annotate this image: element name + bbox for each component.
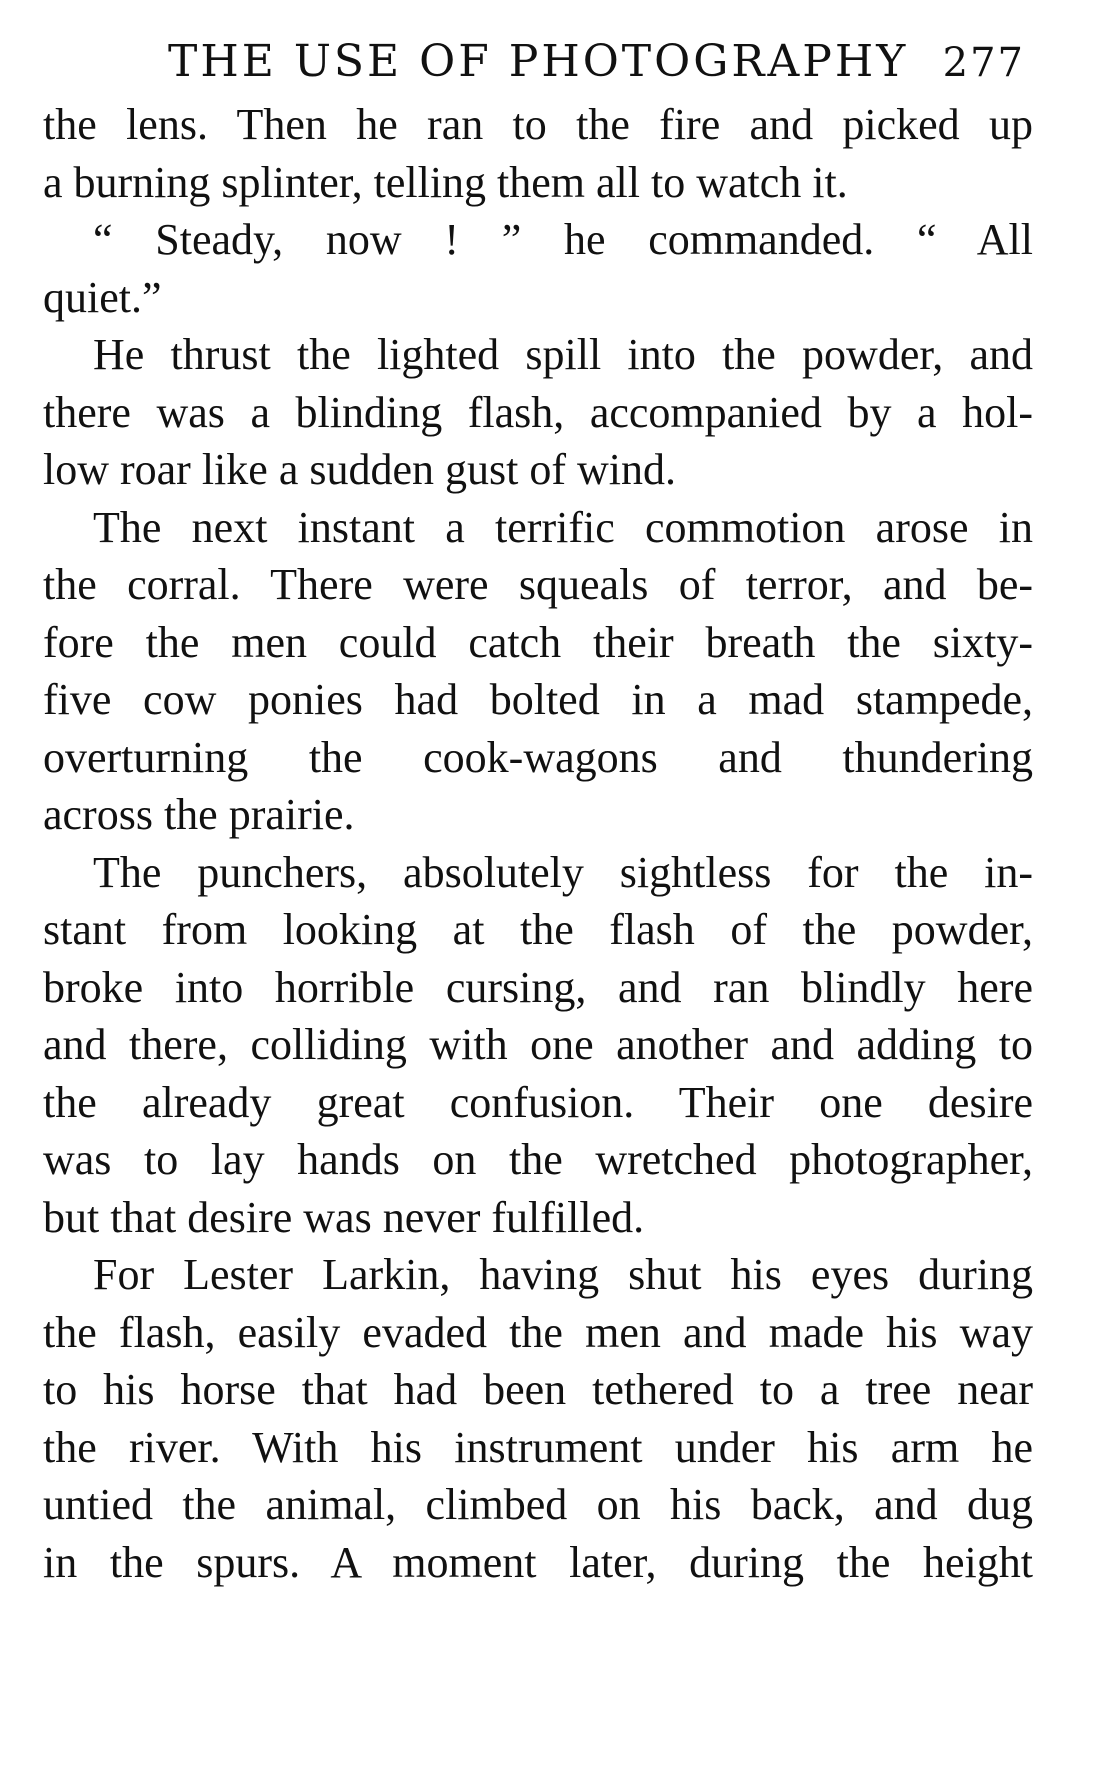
- text-line: quiet.”: [43, 272, 162, 322]
- text-line: five cow ponies had bolted in a mad stampede,: [43, 675, 1033, 724]
- text-line: overturning the cook-wagons and thundering: [43, 732, 1033, 782]
- page-number: 277: [942, 40, 1025, 86]
- text-line: across the prairie.: [43, 790, 355, 839]
- text-line: fore the men could catch their breath the sixty-: [43, 617, 1033, 667]
- paragraph: [43, 211, 1033, 326]
- text-line: The next instant a terrific commotion arose in: [93, 502, 1033, 552]
- text-line: “ Steady, now ! ” he commanded. “ All: [93, 215, 1033, 264]
- text-line: broke into horrible cursing, and ran blindly here: [43, 962, 1033, 1012]
- paragraph: [43, 499, 1033, 844]
- text-line: He thrust the lighted spill into the powder, and: [93, 330, 1033, 379]
- text-line: the already great confusion. Their one desire: [43, 1077, 1033, 1127]
- text-line: a burning splinter, telling them all to watch it.: [43, 157, 848, 207]
- text-line: in the spurs. A moment later, during the height: [43, 1537, 1033, 1587]
- text-line: to his horse that had been tethered to a tree near: [43, 1365, 1033, 1414]
- text-line: the lens. Then he ran to the fire and picked up: [43, 100, 1033, 149]
- text-line: there was a blinding flash, accompanied by a hol-: [43, 387, 1033, 437]
- text-line: the corral. There were squeals of terror, and be-: [43, 560, 1033, 609]
- paragraph: [43, 844, 1033, 1247]
- paragraph: [43, 96, 1033, 211]
- text-line: but that desire was never fulfilled.: [43, 1192, 645, 1242]
- text-line: For Lester Larkin, having shut his eyes during: [93, 1250, 1033, 1299]
- paragraph: [43, 1246, 1033, 1591]
- body-text: [43, 96, 1033, 1591]
- paragraph: [43, 326, 1033, 499]
- text-line: The punchers, absolutely sightless for the in-: [93, 847, 1033, 897]
- book-page: [43, 28, 1033, 1591]
- text-line: the river. With his instrument under his arm he: [43, 1422, 1033, 1472]
- text-line: stant from looking at the flash of the powder,: [43, 905, 1033, 954]
- text-line: low roar like a sudden gust of wind.: [43, 445, 676, 494]
- running-title: THE USE OF PHOTOGRAPHY: [168, 36, 909, 87]
- running-head: [43, 28, 1033, 90]
- text-line: the flash, easily evaded the men and made his way: [43, 1307, 1033, 1357]
- text-line: was to lay hands on the wretched photographer,: [43, 1135, 1033, 1184]
- text-line: and there, colliding with one another and adding to: [43, 1020, 1033, 1069]
- text-line: untied the animal, climbed on his back, and dug: [43, 1480, 1033, 1529]
